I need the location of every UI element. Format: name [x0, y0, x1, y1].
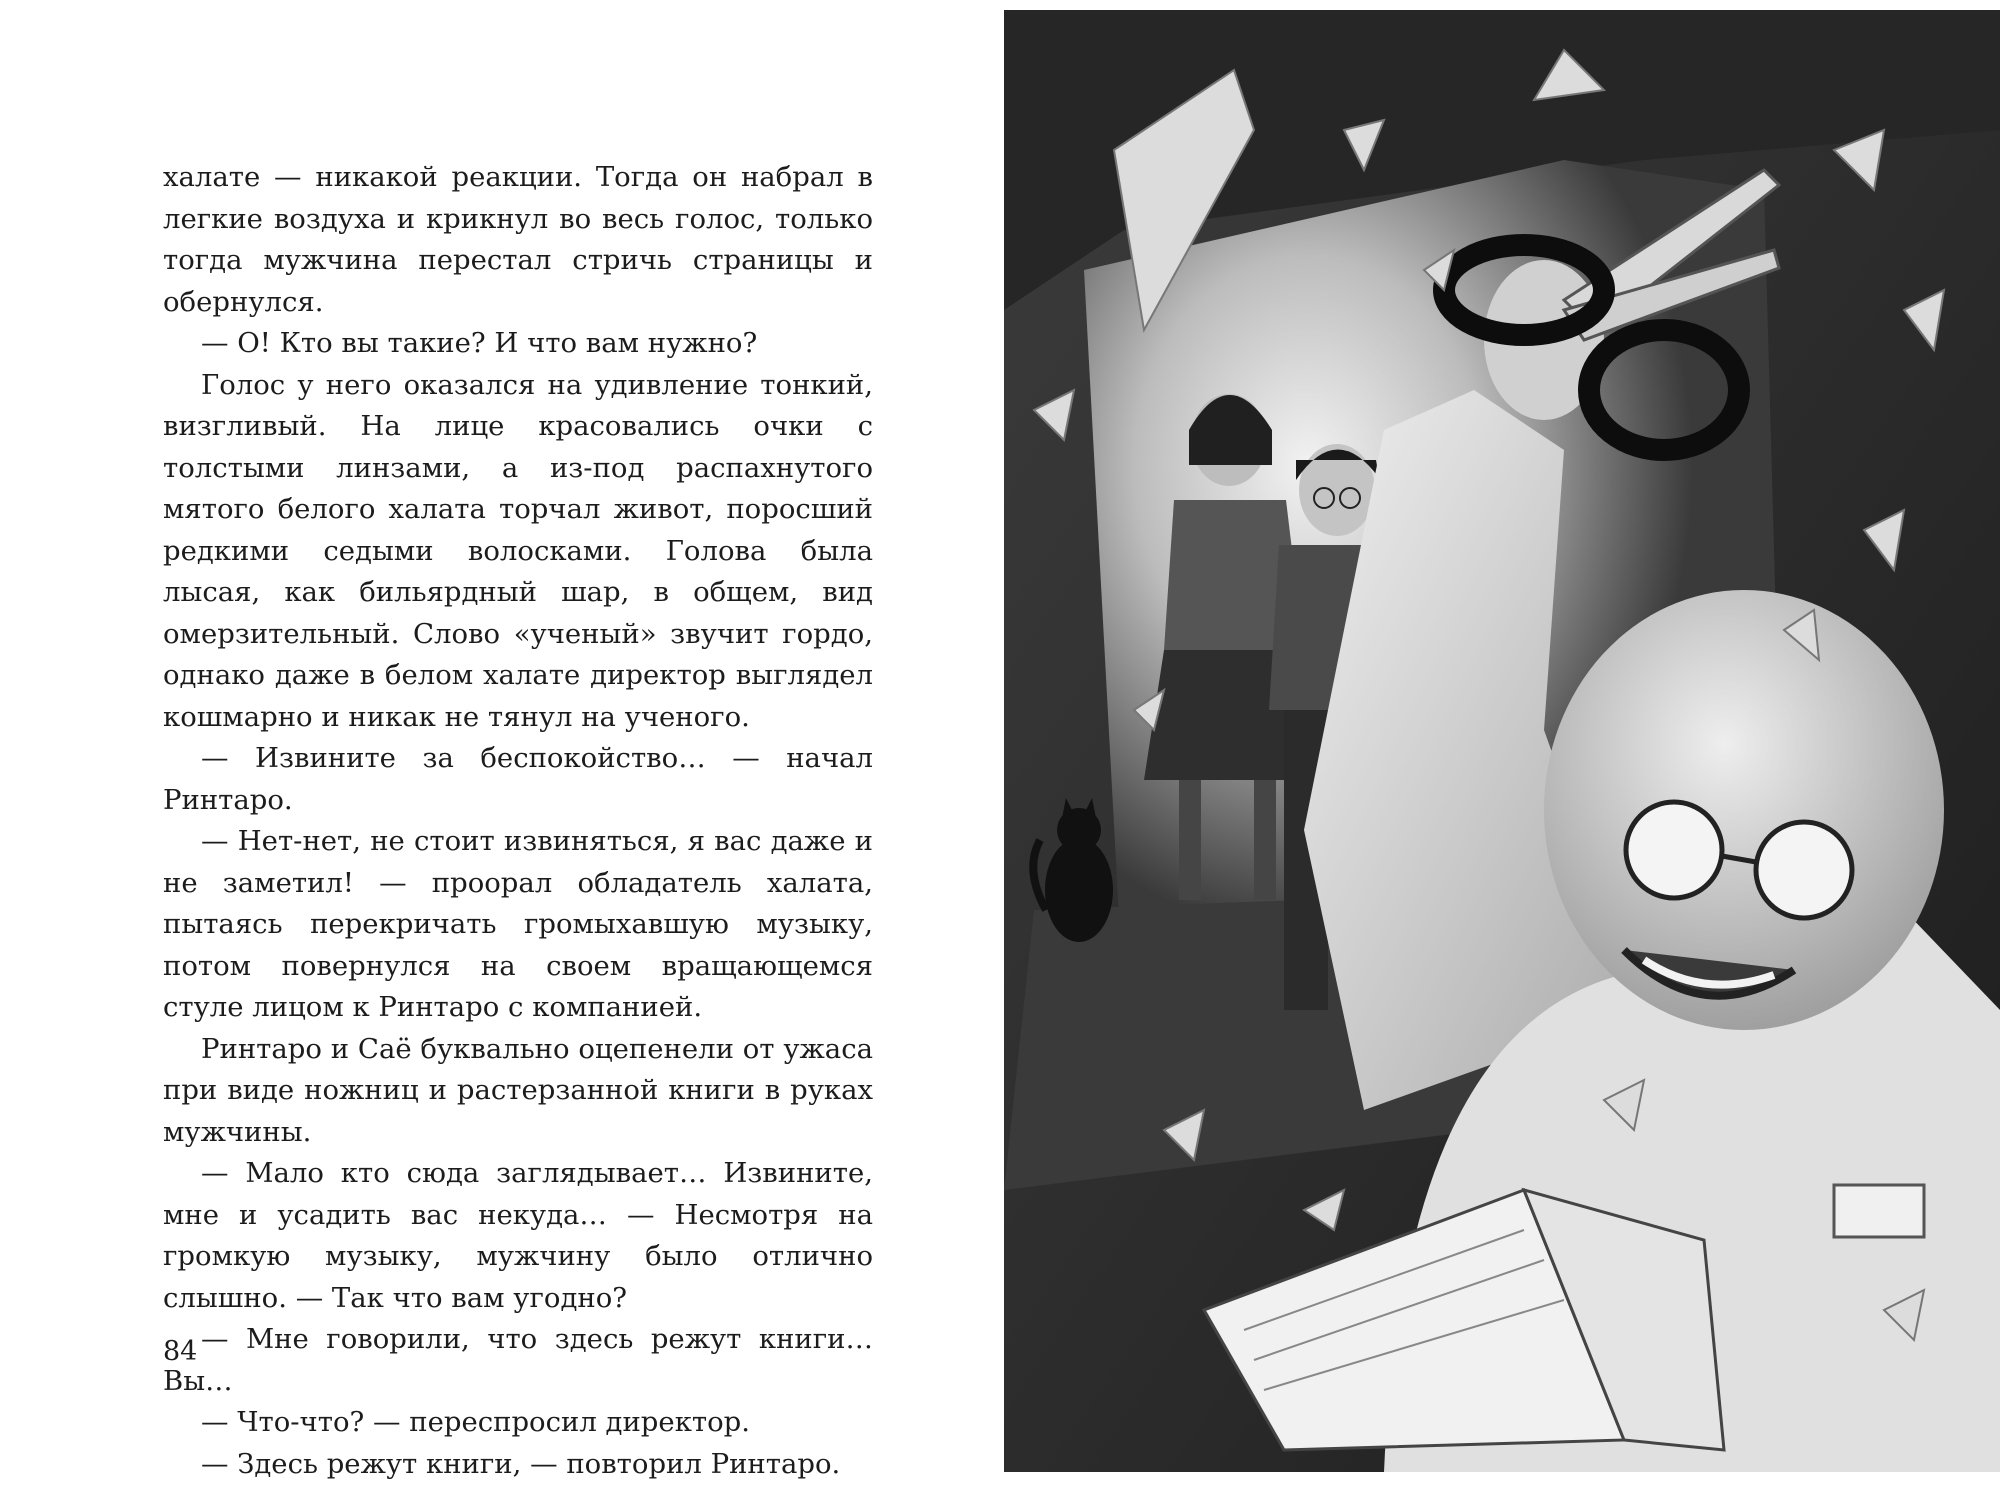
paragraph: Ринтаро и Саё буквально оцепенели от ужаса при виде ножниц и растерзанной книги в руках мужчины. [163, 1029, 873, 1154]
paragraph: — Нет-нет, не стоит извиняться, я вас даже и не заметил! — проорал обладатель халата, пытаясь перекричать громыхавшую музыку, потом повернулся на своем вращающемся стуле лицом к Ринтаро с компанией. [163, 821, 873, 1029]
text-page [0, 0, 980, 1475]
illustration [1004, 10, 2000, 1472]
paragraph: — Извините за беспокойство… — начал Ринтаро. [163, 738, 873, 821]
paragraph: — О! Кто вы такие? И что вам нужно? [163, 323, 873, 365]
paragraph: Голос у него оказался на удивление тонкий, визгливый. На лице красовались очки с толстыми линзами, а из-под распахнутого мятого белого халата торчал живот, поросший редкими седыми волосками. Голова была лысая, как бильярдный шар, в общем, вид омерзительный. Слово «ученый» звучит гордо, однако даже в белом халате директор выглядел кошмарно и никак не тянул на ученого. [163, 365, 873, 739]
paragraph: — Что-что? — переспросил директор. [163, 1402, 873, 1444]
paragraph: — Мало кто сюда заглядывает… Извините, мне и усадить вас некуда… — Несмотря на громкую музыку, мужчину было отлично слышно. — Так что вам угодно? [163, 1153, 873, 1319]
man-head [1544, 590, 1944, 1030]
page-number: 84 [163, 1336, 197, 1367]
paragraph: халате — никакой реакции. Тогда он набрал в легкие воздуха и крикнул во весь голос, только тогда мужчина перестал стричь страницы и обернулся. [163, 157, 873, 323]
paragraph: — Здесь режут книги, — повторил Ринтаро. [163, 1444, 873, 1485]
page-text [163, 157, 873, 1485]
name-badge [1834, 1185, 1924, 1237]
paragraph: — Мне говорили, что здесь режут книги… Вы… [163, 1319, 873, 1402]
illustration-artwork [1004, 10, 2000, 1472]
